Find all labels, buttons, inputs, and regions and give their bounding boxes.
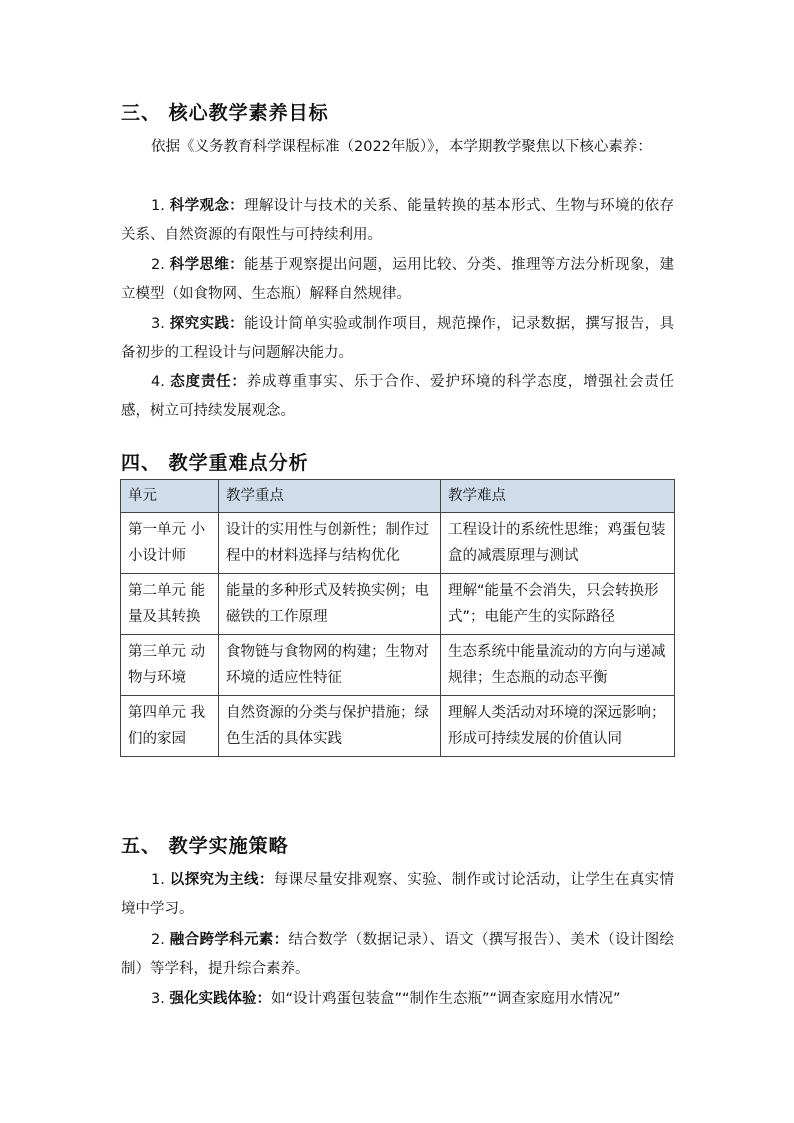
item-number: 1.	[151, 198, 165, 214]
unit-cell: 第一单元 小小设计师	[121, 513, 219, 574]
item-text: 能设计简单实验或制作项目，规范操作，记录数据，撰写报告，具备初步的工程设计与问题解决能力。	[121, 316, 675, 361]
unit-cell: 第三单元 动物与环境	[121, 635, 219, 696]
section-4-heading: 四、 教学重难点分析	[121, 452, 309, 474]
objective-item-3	[121, 310, 674, 368]
item-title: 态度责任：	[170, 374, 247, 390]
item-title: 科学观念：	[169, 198, 244, 214]
key-point-cell: 设计的实用性与创新性；制作过程中的材料选择与结构优化	[219, 513, 441, 574]
item-text: 如“设计鸡蛋包装盒”“制作生态瓶”“调查家庭用水情况”	[270, 991, 621, 1007]
difficult-point-cell: 工程设计的系统性思维；鸡蛋包装盒的减震原理与测试	[441, 513, 675, 574]
section-3-heading: 三、 核心教学素养目标	[121, 102, 329, 124]
item-title: 融合跨学科元素：	[169, 932, 289, 948]
strategy-item-3	[121, 985, 674, 1014]
item-title: 探究实践：	[169, 316, 244, 332]
section-3-intro	[121, 133, 674, 162]
item-text: 每课尽量安排观察、实验、制作或讨论活动，让学生在真实情境中学习。	[121, 872, 675, 917]
item-text: 能基于观察提出问题，运用比较、分类、推理等方法分析现象，建立模型（如食物网、生态瓶）解释自然规律。	[121, 257, 675, 302]
item-title: 以探究为主线：	[169, 872, 274, 888]
item-title: 科学思维：	[169, 257, 244, 273]
table-row	[121, 513, 675, 574]
key-point-cell: 自然资源的分类与保护措施；绿色生活的具体实践	[219, 696, 441, 757]
header-unit: 单元	[121, 480, 219, 513]
key-point-cell: 能量的多种形式及转换实例；电磁铁的工作原理	[219, 574, 441, 635]
table-row	[121, 635, 675, 696]
section-5-heading: 五、 教学实施策略	[121, 835, 289, 857]
item-text: 结合数学（数据记录）、语文（撰写报告）、美术（设计图绘制）等学科，提升综合素养。	[121, 932, 675, 977]
difficult-point-cell: 生态系统中能量流动的方向与递减规律；生态瓶的动态平衡	[441, 635, 675, 696]
item-text: 理解设计与技术的关系、能量转换的基本形式、生物与环境的依存关系、自然资源的有限性与可持续利用。	[121, 198, 675, 243]
item-number: 1.	[151, 872, 165, 888]
table-row	[121, 574, 675, 635]
unit-cell: 第四单元 我们的家园	[121, 696, 219, 757]
item-number: 2.	[151, 257, 165, 273]
item-number: 2.	[151, 932, 165, 948]
key-point-cell: 食物链与食物网的构建；生物对环境的适应性特征	[219, 635, 441, 696]
item-text: 养成尊重事实、乐于合作、爱护环境的科学态度，增强社会责任感，树立可持续发展观念。	[121, 374, 675, 419]
intro-text: 依据《义务教育科学课程标准（2022年版）》，本学期教学聚焦以下核心素养：	[151, 139, 652, 155]
table-header-row	[121, 480, 675, 513]
item-number: 4.	[151, 374, 165, 390]
unit-cell: 第二单元 能量及其转换	[121, 574, 219, 635]
item-title: 强化实践体验：	[169, 991, 271, 1007]
item-number: 3.	[151, 991, 165, 1007]
key-difficult-points-table	[120, 479, 675, 757]
objective-item-4	[121, 368, 674, 426]
strategy-item-1	[121, 866, 674, 924]
difficult-point-cell: 理解“能量不会消失，只会转换形式”；电能产生的实际路径	[441, 574, 675, 635]
table-row	[121, 696, 675, 757]
header-key-points: 教学重点	[219, 480, 441, 513]
header-difficult-points: 教学难点	[441, 480, 675, 513]
difficult-point-cell: 理解人类活动对环境的深远影响；形成可持续发展的价值认同	[441, 696, 675, 757]
objective-item-1	[121, 192, 674, 250]
item-number: 3.	[151, 316, 165, 332]
strategy-item-2	[121, 926, 674, 984]
objective-item-2	[121, 251, 674, 309]
